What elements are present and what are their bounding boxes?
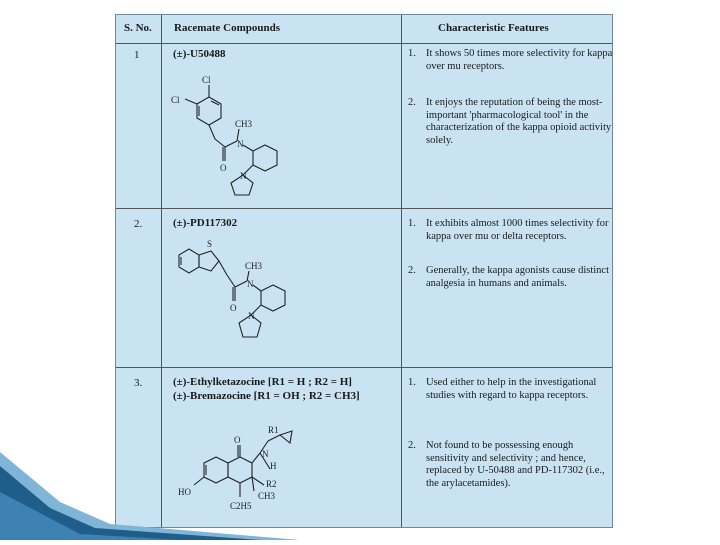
row-2-structure <box>171 235 311 370</box>
row-1-atom-ch3: CH3 <box>235 119 253 129</box>
row-3-feature-1: 1. Used either to help in the investigational studies with regard to kappa receptors. <box>408 377 597 401</box>
row-2-compound-name: (±)-PD117302 <box>173 217 238 229</box>
table-header <box>116 15 612 44</box>
row-3-number: 3. <box>134 377 143 389</box>
row-3-compound-name: (±)-Ethylketazocine [R1 = H ; R2 = H] <box>173 376 352 388</box>
row-3-feature-2: 2. Not found to be possessing enough sensitivity and selectivity ; and hence, replaced by U-50488 and PD-117302 (i.e., the arylacetamides). <box>408 440 605 489</box>
row-2-number: 2. <box>134 218 143 230</box>
row-1-atom-cl-left: Cl <box>171 95 180 105</box>
row-2-feature-1: 1. It exhibits almost 1000 times selectivity for kappa over mu or delta receptors. <box>408 218 609 242</box>
row-3-atom-c2h5: C2H5 <box>230 501 252 511</box>
row-2-atom-n-ring: N <box>248 311 255 321</box>
row-2-atom-ch3: CH3 <box>245 261 263 271</box>
row-3-atom-ch3: CH3 <box>258 491 276 501</box>
header-compounds: Racemate Compounds <box>174 22 281 34</box>
row-1-structure <box>171 67 311 212</box>
row-1-feature-2: 2. It enjoys the reputation of being the most-important 'pharmacological tool' in the characterization of the kappa opioid activity solely. <box>408 97 612 146</box>
row-3-atom-r1: R1 <box>268 425 279 435</box>
row-3-atom-n: N <box>262 449 269 459</box>
row-1-atom-cl-top: Cl <box>202 75 211 85</box>
row-3-atom-ho: HO <box>178 487 191 497</box>
row-1-atom-o: O <box>220 163 227 173</box>
row-2-atom-n: N <box>247 279 254 289</box>
row-3-atom-h: H <box>270 461 277 471</box>
slide-top-bar <box>0 0 720 8</box>
row-2-feature-2: 2. Generally, the kappa agonists cause distinct analgesia in humans and animals. <box>408 265 610 289</box>
row-2-atom-s: S <box>207 239 213 249</box>
row-3-atom-r2: R2 <box>266 479 277 489</box>
row-1-number: 1 <box>134 49 140 61</box>
row-3-atom-o: O <box>234 435 241 445</box>
row-3-compound-name-2: (±)-Bremazocine [R1 = OH ; R2 = CH3] <box>173 390 360 402</box>
row-1-feature-1: 1. It shows 50 times more selectivity for kappa over mu receptors. <box>408 48 613 72</box>
slide-swoosh-decoration <box>0 452 720 540</box>
row-1-atom-n: N <box>237 139 244 149</box>
row-1-compound-name: (±)-U50488 <box>173 48 226 60</box>
racemate-table <box>115 14 613 528</box>
column-divider-2 <box>401 15 402 527</box>
header-features: Characteristic Features <box>438 22 549 34</box>
header-sno: S. No. <box>124 22 152 34</box>
column-divider-1 <box>161 15 162 527</box>
row-1-atom-n-ring: N <box>240 171 247 181</box>
row-2-atom-o: O <box>230 303 237 313</box>
